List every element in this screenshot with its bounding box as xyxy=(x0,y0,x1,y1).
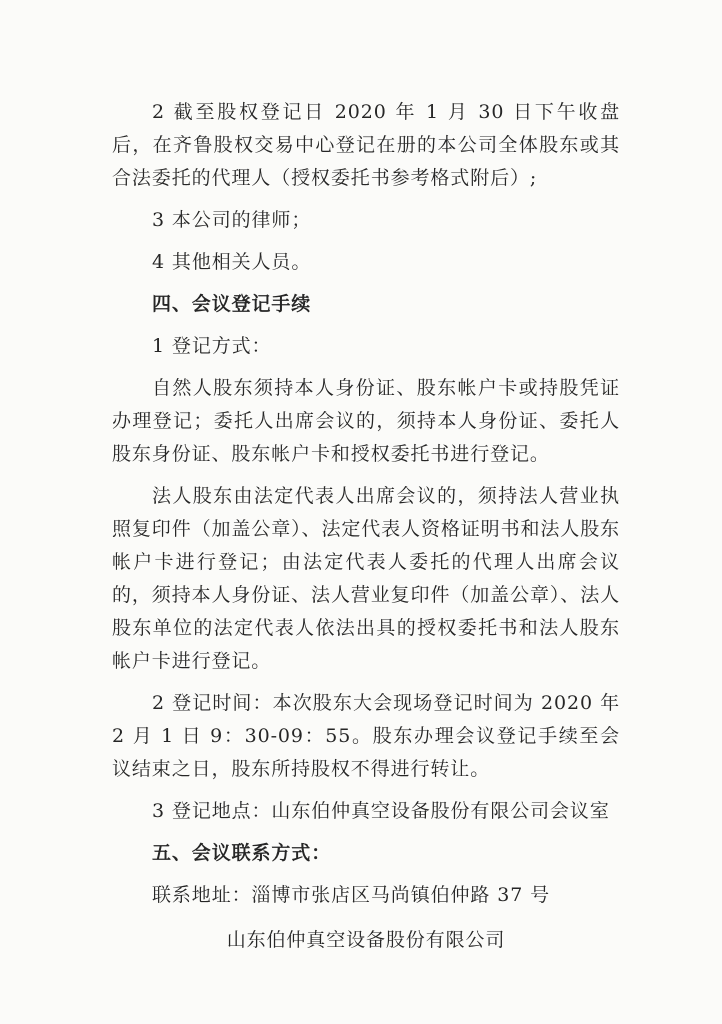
paragraph-lawyer: 3 本公司的律师； xyxy=(152,209,312,231)
paragraph-shareholders: 2 截至股权登记日 2020 年 1 月 30 日下午收盘后，在齐鲁股权交易中心登记在册的本公司全体股东或其合法委托的代理人（授权委托书参考格式附后）; xyxy=(112,101,620,189)
section-heading-registration: 四、会议登记手续 xyxy=(152,293,312,315)
document-body xyxy=(112,96,620,957)
paragraph-method-title: 1 登记方式： xyxy=(152,335,272,357)
company-name: 山东伯仲真空设备股份有限公司 xyxy=(226,929,506,951)
paragraph-other-personnel: 4 其他相关人员。 xyxy=(152,251,312,273)
section-heading-contact: 五、会议联系方式： xyxy=(152,842,332,864)
paragraph-registration-time: 2 登记时间：本次股东大会现场登记时间为 2020 年 2 月 1 日 9：30-09：55。股东办理会议登记手续至会议结束之日，股东所持股权不得进行转让。 xyxy=(112,692,620,780)
paragraph-contact-address: 联系地址：淄博市张店区马尚镇伯仲路 37 号 xyxy=(152,884,551,906)
paragraph-natural-person: 自然人股东须持本人身份证、股东帐户卡或持股凭证办理登记；委托人出席会议的，须持本人身份证、委托人股东身份证、股东帐户卡和授权委托书进行登记。 xyxy=(112,377,620,465)
paragraph-registration-location: 3 登记地点：山东伯仲真空设备股份有限公司会议室 xyxy=(152,800,610,822)
paragraph-legal-person: 法人股东由法定代表人出席会议的，须持法人营业执照复印件（加盖公章）、法定代表人资格证明书和法人股东帐户卡进行登记；由法定代表人委托的代理人出席会议的，须持本人身份证、法人营业复印件（加盖公章）、法人股东单位的法定代表人依法出具的授权委托书和法人股东帐户卡进行登记。 xyxy=(112,485,620,672)
